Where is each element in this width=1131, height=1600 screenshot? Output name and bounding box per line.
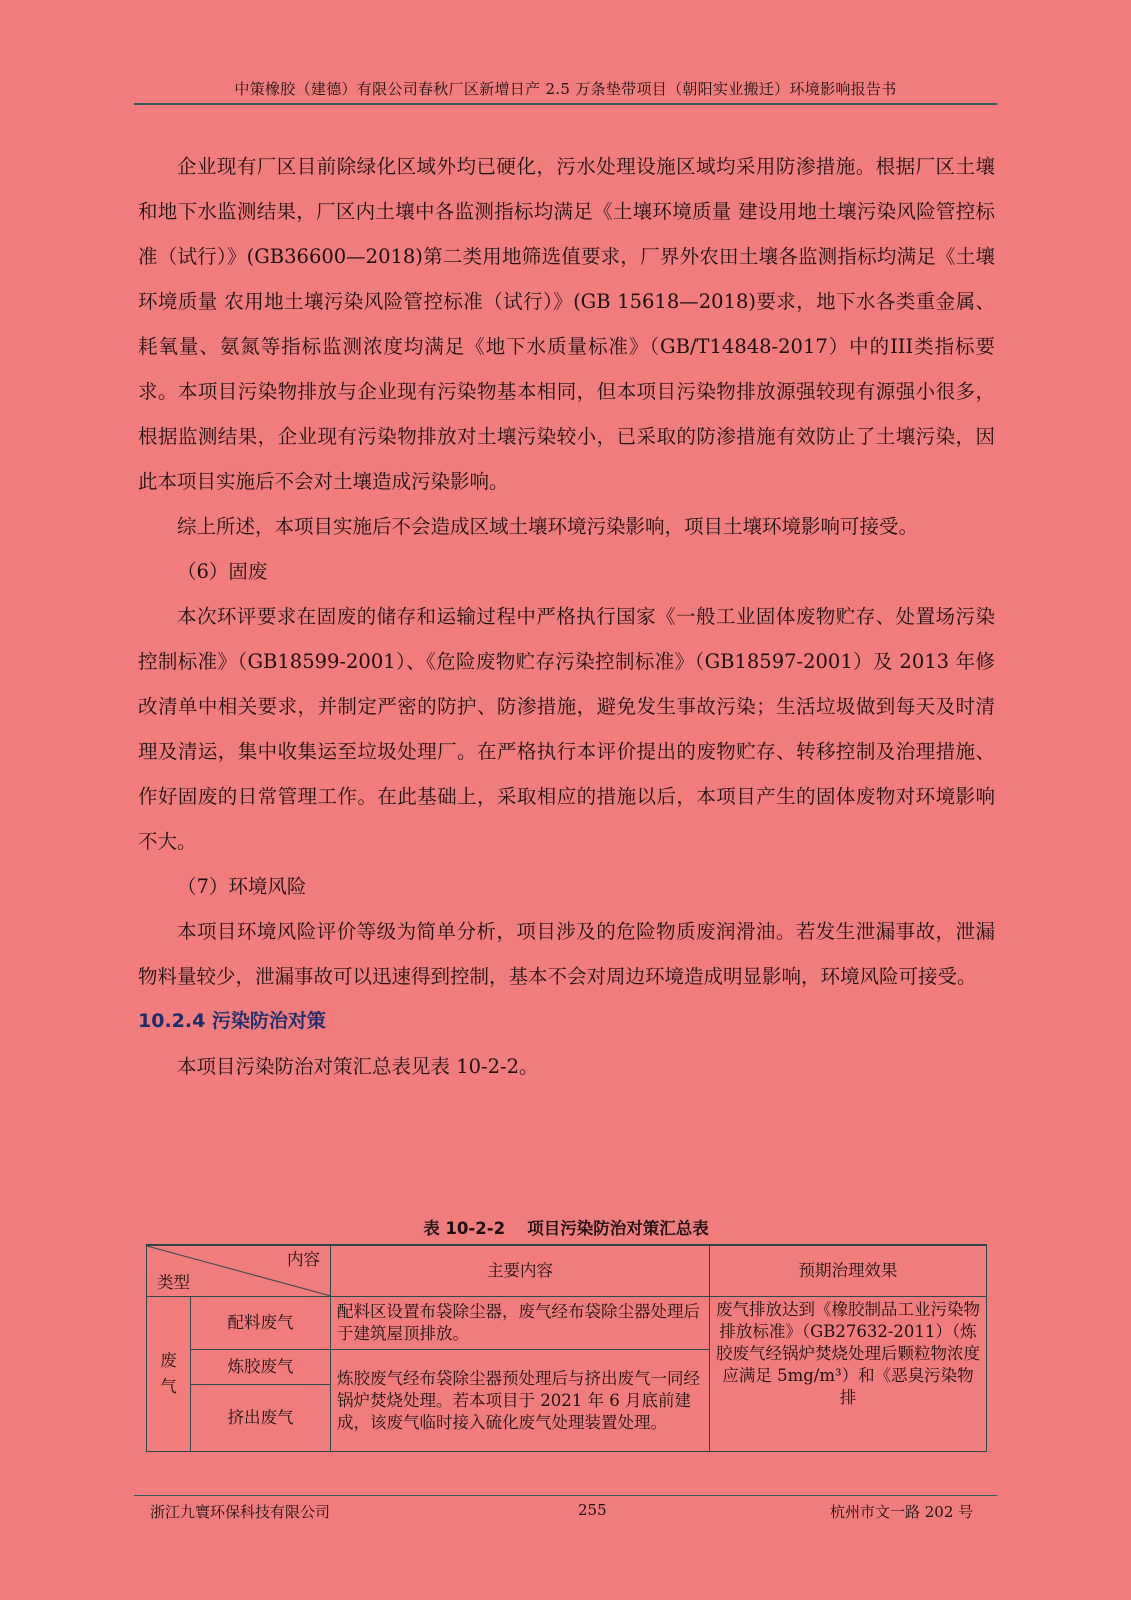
paragraph-soil-summary: 综上所述，本项目实施后不会造成区域土壤环境污染影响，项目土壤环境影响可接受。: [177, 515, 919, 538]
section-heading: 10.2.4 污染防治对策: [138, 1010, 326, 1032]
category-cell: [147, 1297, 191, 1452]
footer-company: 浙江九寰环保科技有限公司: [150, 1503, 331, 1521]
expected-effect-cell: 废气排放达到《橡胶制品工业污染物排放标准》（GB27632-2011）（炼胶废气经锅炉焚烧处理后颗粒物浓度应满足 5mg/m³）和《恶臭污染物排: [710, 1297, 987, 1452]
category-label: 废气: [160, 1351, 177, 1396]
paragraph-solid-waste: 本次环评要求在固废的储存和运输过程中严格执行国家《一般工业固体废物贮存、处置场污染控制标准》（GB18599-2001）、《危险废物贮存污染控制标准》（GB18597-2001）及 2013 年修改清单中相关要求，并制定严密的防护、防渗措施，避免发生事故污染；生活垃圾做到每天及时清理及清运，集中收集运至垃圾处理厂。在严格执行本评价提出的废物贮存、转移控制及治理措施、作好固废的日常管理工作。在此基础上，采取相应的措施以后，本项目产生的固体废物对环境影响不大。: [138, 605, 995, 853]
row-name-mixing: 炼胶废气: [191, 1350, 331, 1385]
page-header: 中策橡胶（建德）有限公司春秋厂区新增日产 2.5 万条垫带项目（朝阳实业搬迁）环境影响报告书: [234, 80, 897, 98]
heading-env-risk: （7）环境风险: [177, 875, 307, 898]
header-type-label: 类型: [157, 1273, 190, 1292]
paragraph-soil: 企业现有厂区目前除绿化区域外均已硬化，污水处理设施区域均采用防渗措施。根据厂区土壤和地下水监测结果，厂区内土壤中各监测指标均满足《土壤环境质量 建设用地土壤污染风险管控标准（试行）》(GB36600—2018)第二类用地筛选值要求，厂界外农田土壤各监测指标均满足《土壤环境质量 农用地土壤污染风险管控标准（试行）》(GB 15618—2018)要求，地下水各类重金属、耗氧量、氨氮等指标监测浓度均满足《地下水质量标准》（GB/T14848-2017）中的III类指标要求。本项目污染物排放与企业现有污染物基本相同，但本项目污染物排放源强较现有源强小很多，根据监测结果，企业现有污染物排放对土壤污染较小，已采取的防渗措施有效防止了土壤污染，因此本项目实施后不会对土壤造成污染影响。: [138, 155, 996, 493]
table-row: [147, 1297, 987, 1350]
table-caption: 表 10-2-2 项目污染防治对策汇总表: [423, 1219, 709, 1238]
paragraph-table-ref: 本项目污染防治对策汇总表见表 10-2-2。: [177, 1055, 539, 1078]
row-main-mixing-extrusion: 炼胶废气经布袋除尘器预处理后与挤出废气一同经锅炉焚烧处理。若本项目于 2021 年 6 月底前建成，该废气临时接入硫化废气处理装置处理。: [331, 1350, 710, 1452]
body-text: [138, 144, 995, 1089]
row-name-extrusion: 挤出废气: [191, 1385, 331, 1452]
heading-solid-waste: （6）固废: [177, 560, 268, 583]
row-main-batching: 配料区设置布袋除尘器，废气经布袋除尘器处理后于建筑屋顶排放。: [331, 1297, 710, 1350]
header-content-label: 内容: [287, 1250, 320, 1269]
header-main-content: 主要内容: [331, 1245, 710, 1297]
diagonal-header-cell: [147, 1245, 331, 1297]
page-number: 255: [578, 1501, 607, 1519]
paragraph-env-risk: 本项目环境风险评价等级为简单分析，项目涉及的危险物质废润滑油。若发生泄漏事故，泄漏物料量较少，泄漏事故可以迅速得到控制，基本不会对周边环境造成明显影响，环境风险可接受。: [138, 920, 995, 988]
footer-address: 杭州市文一路 202 号: [830, 1503, 974, 1521]
footer-rule: [134, 1495, 997, 1496]
pollution-control-table: [146, 1244, 987, 1452]
header-rule: [134, 103, 997, 105]
header-expected-effect: 预期治理效果: [710, 1245, 987, 1297]
row-name-batching: 配料废气: [191, 1297, 331, 1350]
table-header-row: [147, 1245, 987, 1297]
